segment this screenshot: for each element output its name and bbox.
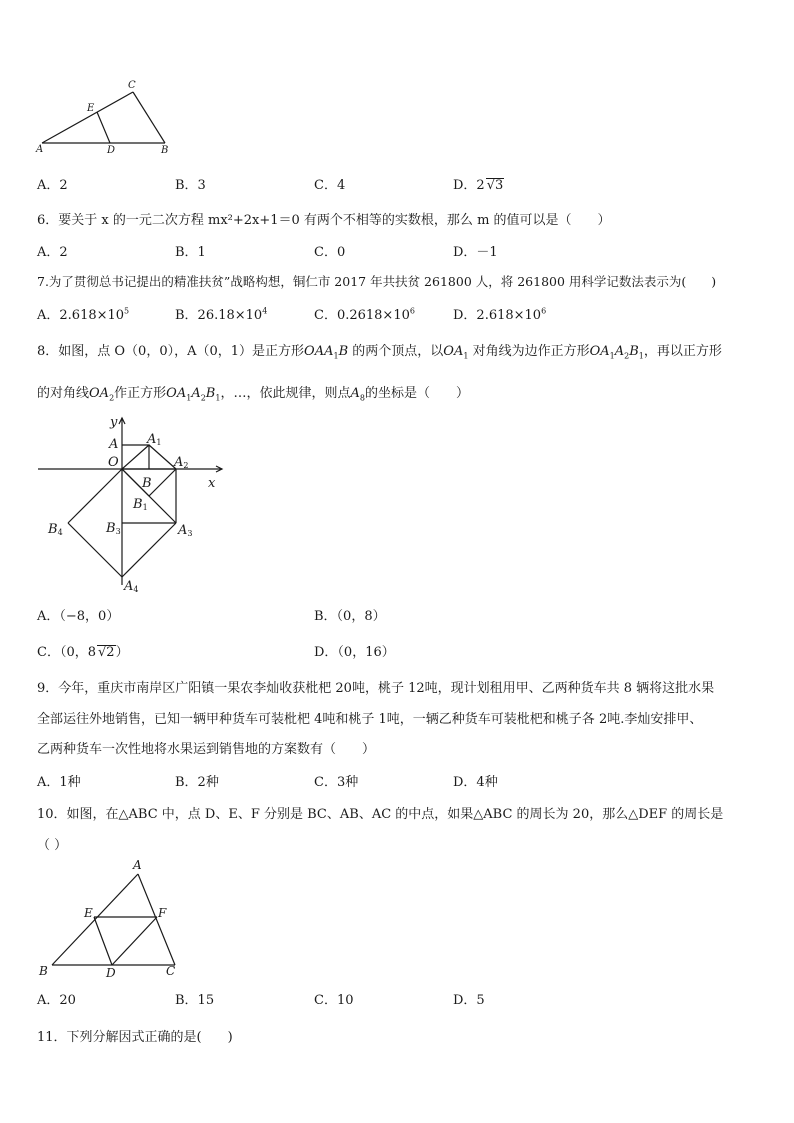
- q7-option-c[interactable]: [314, 304, 415, 323]
- q8-line2-part-b: 作正方形: [114, 386, 167, 401]
- q8-option-c[interactable]: [37, 641, 129, 660]
- axis-y-label: y: [110, 415, 118, 430]
- label-A1: A1: [147, 432, 162, 447]
- q8-option-c-close: ）: [115, 645, 129, 660]
- q8-line1-part-c: 对角线为边作正方形: [472, 344, 590, 359]
- label-C: C: [128, 80, 136, 91]
- label-F: F: [158, 906, 167, 920]
- q11-text: 11．下列分解因式正确的是( ): [37, 1030, 233, 1045]
- q9-line1: 9．今年，重庆市南岸区广阳镇一果农李灿收获枇杷 20吨，桃子 12吨，现计划租用甲、乙两种货车共 8 辆将这批水果: [37, 681, 715, 696]
- q6-option-a[interactable]: A．2: [37, 245, 68, 260]
- axis-x-label: x: [208, 476, 216, 491]
- q7-option-a[interactable]: [37, 304, 129, 323]
- q5-option-c[interactable]: C．4: [314, 178, 346, 193]
- label-A: A: [36, 144, 44, 155]
- q7-option-c-exp: 6: [409, 306, 415, 316]
- midpoint-triangle-figure: [30, 855, 190, 983]
- q8-line2-part-c: ，…，依此规律，则点: [220, 386, 351, 401]
- label-O: O: [108, 455, 119, 470]
- q7-option-d[interactable]: [453, 304, 546, 323]
- q7-option-b[interactable]: [175, 304, 267, 323]
- q8-line2-part-a: 的对角线: [37, 386, 90, 401]
- q7-option-b-exp: 4: [262, 306, 268, 316]
- q7-option-b-base: B．26.18×10: [175, 308, 263, 323]
- q7-text: 7.为了贯彻总书记提出的精准扶贫”战略构想，铜仁市 2017 年共扶贫 261800 人，将 261800 用科学记数法表示为( ): [37, 274, 717, 289]
- q8-option-b[interactable]: B．（0，8）: [314, 609, 386, 624]
- q9-line3: 乙两种货车一次性地将水果运到销售地的方案数有（ ）: [37, 742, 376, 757]
- q8-line1-part-a: 8．如图，点 O（0，0），A（0，1）是正方形: [37, 344, 305, 359]
- label-D: D: [107, 145, 116, 156]
- label-A2: A2: [174, 455, 189, 470]
- q6-option-b[interactable]: B．1: [175, 245, 206, 260]
- q9-option-a[interactable]: A．1种: [37, 775, 81, 790]
- label-E: E: [84, 906, 93, 920]
- q6-option-c[interactable]: C．0: [314, 245, 346, 260]
- label-C: C: [166, 964, 176, 978]
- sqrt-symbol: √2: [98, 645, 115, 660]
- square-spiral-figure: [30, 410, 230, 595]
- q10-option-b[interactable]: B．15: [175, 993, 215, 1008]
- label-A3: A3: [178, 523, 193, 538]
- q10-option-c[interactable]: C．10: [314, 993, 354, 1008]
- label-E: E: [87, 103, 95, 114]
- q8-option-c-text: C．（0，8: [37, 645, 96, 660]
- label-A: A: [109, 437, 119, 452]
- q7-option-a-exp: 5: [124, 306, 130, 316]
- q5-option-b[interactable]: B．3: [175, 178, 206, 193]
- q7-option-a-base: A．2.618×10: [37, 308, 125, 323]
- q8-line2-part-d: 的坐标是（ ）: [364, 386, 469, 401]
- q10-option-d[interactable]: D．5: [453, 993, 485, 1008]
- q8-sqrt-value: 2: [106, 645, 115, 660]
- label-D: D: [106, 966, 116, 980]
- label-A4: A4: [124, 579, 139, 594]
- q7-option-c-base: C．0.2618×10: [314, 308, 410, 323]
- q5-option-a[interactable]: A．2: [37, 178, 68, 193]
- label-B4: B4: [48, 522, 63, 537]
- q9-option-b[interactable]: B．2种: [175, 775, 219, 790]
- q8-line2: 的对角线$OA_2$作正方形$OA_1A_2B_1$，…，依此规律，则点$A_8$的坐标是（ ）: [37, 386, 469, 403]
- q6-text: 6．要关于 x 的一元二次方程 mx²+2x+1＝0 有两个不相等的实数根，那么 m 的值可以是（ ）: [37, 213, 611, 228]
- label-B: B: [161, 145, 169, 156]
- q8-line1-part-d: ，再以正方形: [643, 344, 722, 359]
- label-B: B: [142, 476, 152, 491]
- q8-line1: 8．如图，点 O（0，0），A（0，1）是正方形$OAA_1B$ 的两个顶点，以$OA_1$ 对角线为边作正方形$OA_1A_2B_1$，再以正方形: [37, 344, 722, 361]
- q9-option-d[interactable]: D．4种: [453, 775, 498, 790]
- label-B: B: [39, 964, 48, 978]
- q10-option-a[interactable]: A．20: [37, 993, 76, 1008]
- q9-option-c[interactable]: C．3种: [314, 775, 359, 790]
- q5-option-d-text: D．2: [453, 178, 485, 193]
- q8-option-a[interactable]: A．（−8，0）: [37, 609, 120, 624]
- triangle-figure-top: [30, 74, 190, 160]
- q6-option-d[interactable]: D．－1: [453, 245, 498, 260]
- q7-option-d-base: D．2.618×10: [453, 308, 542, 323]
- q8-option-d[interactable]: D．（0，16）: [314, 645, 395, 660]
- q5-option-d[interactable]: [453, 174, 504, 193]
- q10-line1: 10．如图，在△ABC 中，点 D、E、F 分别是 BC、AB、AC 的中点，如果△ABC 的周长为 20，那么△DEF 的周长是: [37, 807, 724, 822]
- q9-line2: 全部运往外地销售，已知一辆甲种货车可装枇杷 4吨和桃子 1吨，一辆乙种货车可装枇杷和桃子各 2吨.李灿安排甲、: [37, 712, 703, 727]
- label-A: A: [133, 858, 142, 872]
- q7-option-d-exp: 6: [541, 306, 547, 316]
- q10-line2: （ ）: [37, 838, 68, 853]
- q5-sqrt-value: 3: [495, 178, 504, 193]
- label-B3: B3: [106, 521, 121, 536]
- q8-line1-part-b: 的两个顶点，以: [352, 344, 444, 359]
- label-B1: B1: [133, 497, 148, 512]
- sqrt-symbol: √3: [486, 178, 504, 193]
